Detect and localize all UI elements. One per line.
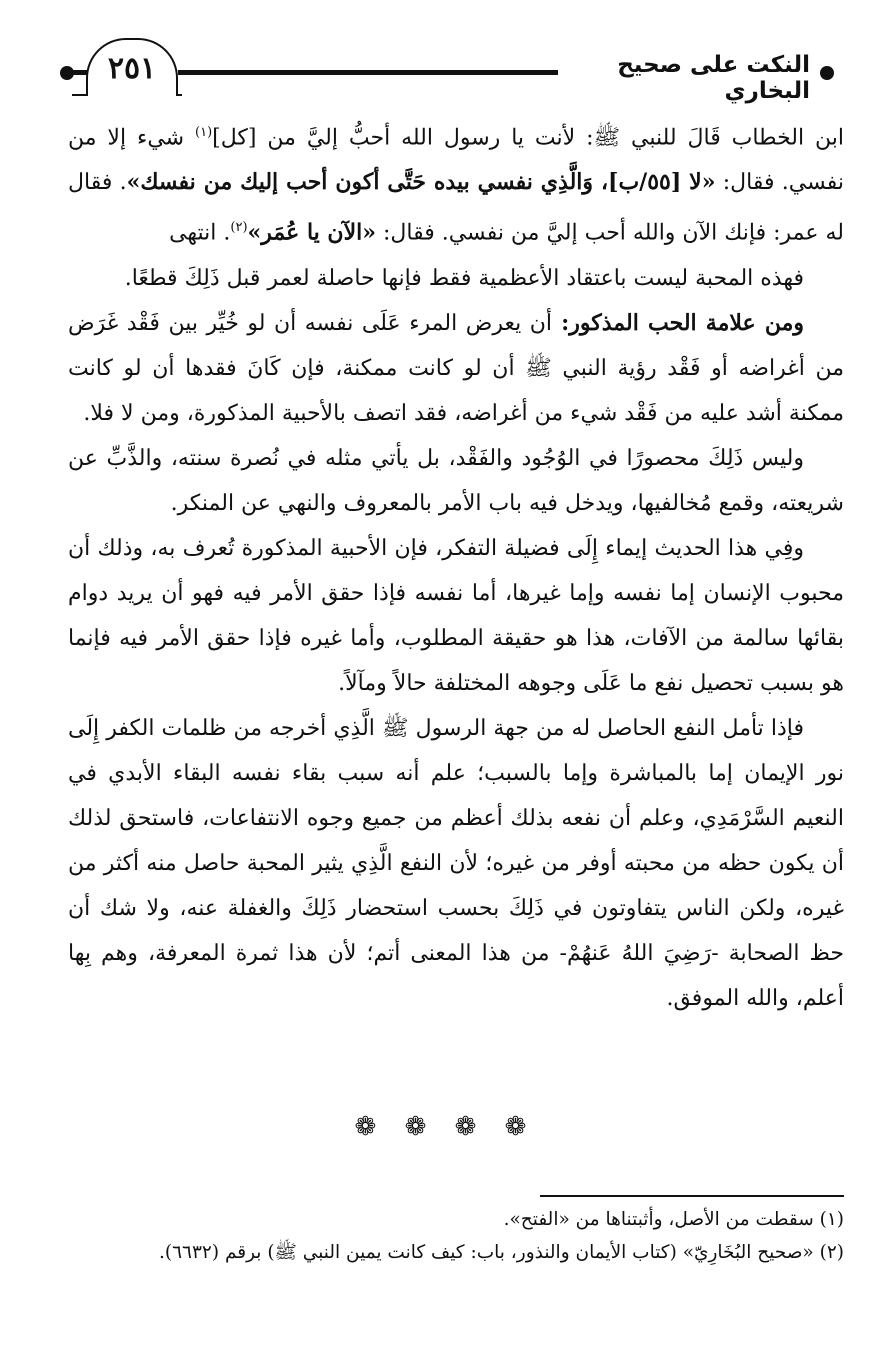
main-text [68,110,844,1021]
p1-segment-1: ابن الخطاب قَالَ للنبي ﷺ: لأنت يا رسول الله أحبُّ إليَّ من [كل] [212,125,844,151]
p1-segment-2: شيء إلا من نفسي. فقال: [68,125,844,196]
section-ornament: ❁ ❁ ❁ ❁ [354,1112,537,1142]
page-header [0,0,891,110]
paragraph-2: فهذه المحبة ليست باعتقاد الأعظمية فقط فإنها حاصلة لعمر قبل ذَلِكَ قطعًا. [124,265,804,291]
hadith-quote-1: «لا [٥٥/ب]، وَالَّذِي نفسي بيده حَتَّى أكون أحب إليك من نفسك» [126,169,716,196]
p3-heading: ومن علامة الحب المذكور: [551,309,804,336]
page-number: ٢٥١ [86,38,178,96]
header-rule-right [178,70,558,75]
paragraph-3 [68,301,844,436]
footnote-ref-2: (٢) [230,220,248,236]
paragraph-6: فإذا تأمل النفع الحاصل له من جهة الرسول ﷺ الَّذِي أخرجه من ظلمات الكفر إِلَى نور الإيمان إما بالمباشرة وإما بالسبب؛ علم أنه سبب بقاء نفسه البقاء الأبدي في النعيم السَّرْمَدِي، وعلم أن نفعه بذلك أعظم من جميع وجوه الانتفاعات، فاستحق لذلك أن يكون حظه من محبته أوفر من غيره؛ لأن النفع الَّذِي يثير المحبة حاصل منه أكثر من غيره، ولكن الناس يتفاوتون في ذَلِكَ بحسب استحضار ذَلِكَ والغفلة عنه، ولا شك أن حظ الصحابة -رَضِيَ اللهُ عَنهُمْ- من هذا المعنى أتم؛ لأن هذا ثمرة المعرفة، وهم بِها أعلم، والله الموفق. [68,715,844,1011]
footnote-1: (١) سقطت من الأصل، وأثبتناها من «الفتح». [503,1209,844,1230]
p1-segment-4: . فقال له عمر: فإنك الآن والله أحب إليَّ من نفسي. فقال: [68,170,844,246]
paragraph-4: وليس ذَلِكَ محصورًا في الوُجُود والفَقْد، بل يأتي مثله في نُصرة سنته، والذَّبِّ عن شريعته، وقمع مُخالفيها، ويدخل فيه باب الأمر بالمعروف والنهي عن المنكر. [68,445,844,516]
p1-segment-6: . انتهى [169,220,231,246]
header-rule-under-right [176,94,182,96]
paragraph-1 [68,110,844,256]
footnote-separator [540,1195,844,1197]
footnote-2: (٢) «صحيح البُخَارِيّ» (كتاب الأيمان والنذور، باب: كيف كانت يمين النبي ﷺ) برقم (٦٦٣٢). [158,1242,844,1263]
footnotes [68,1203,844,1269]
paragraph-5: وفِي هذا الحديث إيماء إِلَى فضيلة التفكر، فإن الأحبية المذكورة تُعرف به، وذلك أن محبوب الإنسان إما نفسه وإما غيرها، أما نفسه فإذا حقق الأمر فيه فهو أن يريد دوام بقائها سالمة من الآفات، هذا هو حقيقة المطلوب، وأما غيره فإذا حقق الأمر فيه فإنما هو بسبب تحصيل نفع ما عَلَى وجوهه المختلفة حالاً ومآلاً. [68,535,844,696]
p3-text: أن يعرض المرء عَلَى نفسه أن لو خُيِّر بين فَقْد غَرَض من أغراضه أو فَقْد رؤية النبي ﷺ أن لو كانت ممكنة، فإن كَانَ فقدها أن لو كانت ممكنة أشد عليه من فَقْد شيء من أغراضه، فقد اتصف بالأحبية المذكورة، ومن لا فلا. [68,310,844,426]
footnote-ref-1: (١) [195,125,213,140]
hadith-quote-2: «الآن يا عُمَر» [247,219,376,246]
running-title: النكت على صحيح البخاري [617,52,810,104]
header-dot-right [820,66,834,80]
